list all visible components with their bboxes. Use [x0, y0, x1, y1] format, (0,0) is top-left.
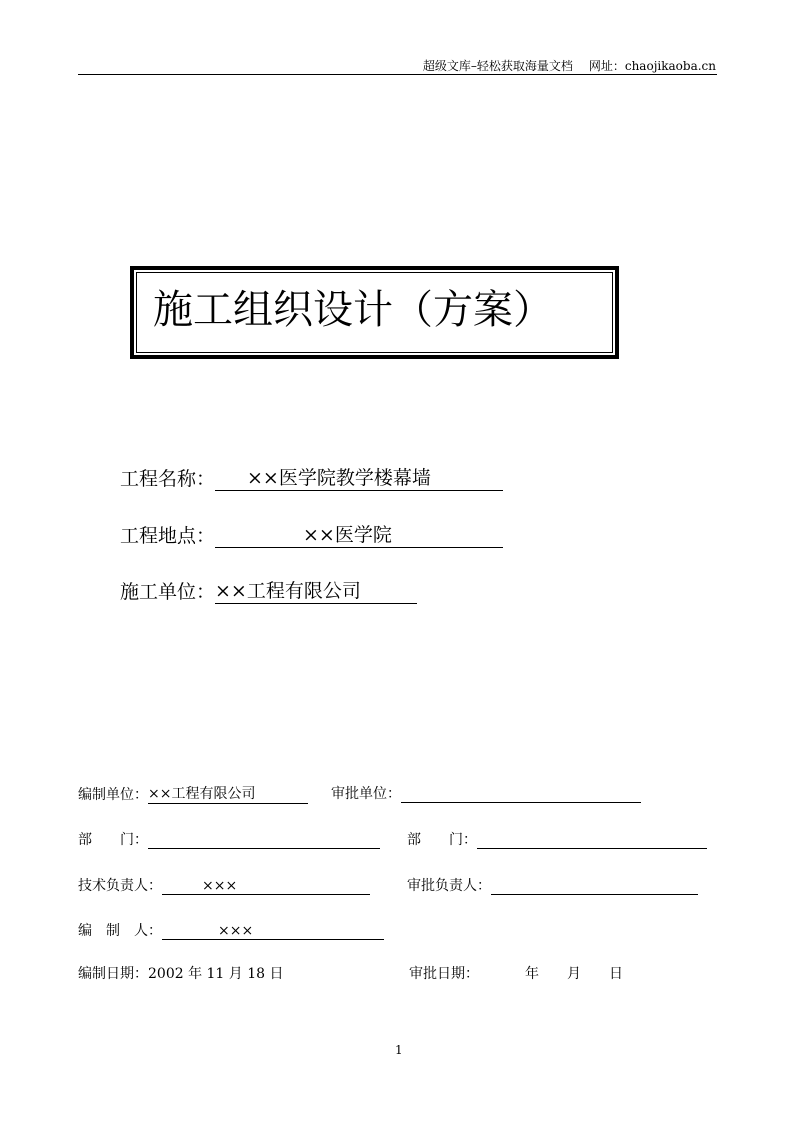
tech-lead-row [78, 875, 370, 895]
approve-unit-field [401, 786, 641, 803]
compiler-value: ××× [162, 923, 384, 940]
dept-label-2: 部 门： [407, 832, 477, 848]
approve-lead-field [491, 878, 698, 895]
approve-date-label: 审批日期： [409, 966, 479, 982]
approve-date-value: 年 月 日 [525, 966, 623, 982]
project-name-row [120, 463, 503, 491]
approve-unit-row [331, 783, 641, 803]
project-location-value: ××医学院 [215, 520, 503, 548]
approve-lead-label: 审批负责人： [407, 878, 491, 894]
header-url: 网址：chaojikaoba.cn [588, 59, 716, 73]
dept-row-2 [407, 829, 707, 849]
tech-lead-value: ××× [162, 878, 370, 895]
project-name-value: ××医学院教学楼幕墙 [215, 463, 503, 491]
compile-unit-label: 编制单位： [78, 787, 148, 803]
project-location-row [120, 520, 503, 548]
project-name-label: 工程名称： [120, 468, 216, 490]
page-header [423, 57, 716, 74]
compile-unit-value: ××工程有限公司 [148, 783, 308, 804]
compile-date-label: 编制日期： [78, 966, 148, 982]
compile-date-row [78, 963, 284, 983]
dept-row [78, 829, 380, 849]
page-number: 1 [395, 1043, 403, 1057]
header-rule [78, 74, 717, 75]
header-site: 超级文库–轻松获取海量文档 [422, 59, 573, 73]
compiler-label: 编 制 人： [78, 923, 162, 939]
approve-unit-label: 审批单位： [331, 786, 401, 802]
document-title: 施工组织设计（方案） [136, 272, 613, 353]
project-location-label: 工程地点： [120, 525, 216, 547]
approve-lead-row [407, 875, 698, 895]
title-box [130, 266, 619, 359]
compiler-row [78, 920, 384, 940]
tech-lead-label: 技术负责人： [78, 878, 162, 894]
compile-unit-row [78, 783, 308, 804]
contractor-value: ××工程有限公司 [215, 576, 417, 604]
dept-field [148, 832, 380, 849]
contractor-row [120, 576, 417, 604]
compile-date-value: 2002 年 11 月 18 日 [148, 966, 284, 982]
approve-date-row [409, 963, 623, 983]
dept-label: 部 门： [78, 832, 148, 848]
dept-field-2 [477, 832, 707, 849]
contractor-label: 施工单位： [120, 581, 216, 603]
